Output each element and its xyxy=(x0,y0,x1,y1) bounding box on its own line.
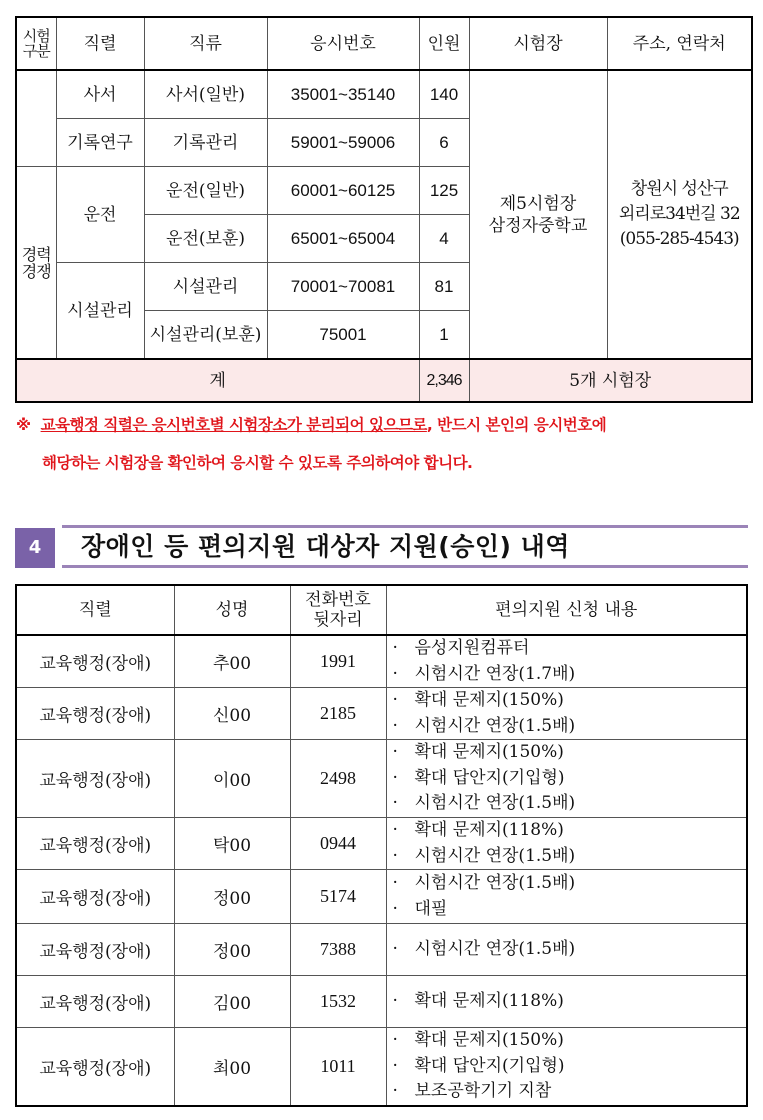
request-cell xyxy=(386,870,747,924)
table-row xyxy=(16,1028,747,1106)
type-cell: 시설관리 xyxy=(144,263,267,311)
request-cell xyxy=(386,818,747,870)
series-cell: 운전 xyxy=(56,167,144,263)
phone-cell: 1991 xyxy=(290,635,386,688)
exam-venue-table xyxy=(15,16,753,403)
series-cell: 교육행정(장애) xyxy=(16,688,174,740)
count-cell: 125 xyxy=(419,167,469,215)
header-exam-no: 응시번호 xyxy=(267,17,419,70)
request-item-text: 대필 xyxy=(414,898,448,919)
address-line3: (055-285-4543) xyxy=(619,229,739,249)
header-venue: 시험장 xyxy=(469,17,607,70)
exam-no-cell: 65001~65004 xyxy=(267,215,419,263)
header-name: 성명 xyxy=(174,585,290,635)
request-item-text: 시험시간 연장(1.5배) xyxy=(414,793,576,814)
bullet-icon: · xyxy=(392,820,398,840)
phone-cell: 5174 xyxy=(290,870,386,924)
venue-line2: 삼정자중학교 xyxy=(488,215,588,236)
name-cell: 정00 xyxy=(174,870,290,924)
series-cell: 기록연구 xyxy=(56,119,144,167)
total-row xyxy=(16,359,752,402)
notice-underlined-text: 교육행정 직렬은 응시번호별 시험장소가 분리되어 있으므로 xyxy=(40,416,427,434)
total-count: 2,346 xyxy=(419,359,469,402)
name-cell: 탁00 xyxy=(174,818,290,870)
phone-cell: 2498 xyxy=(290,740,386,818)
total-venues: 5개 시험장 xyxy=(469,359,752,402)
request-item-text: 확대 문제지(150%) xyxy=(414,742,564,763)
request-item xyxy=(393,937,747,963)
request-item-text: 시험시간 연장(1.5배) xyxy=(414,873,576,893)
category-cell-top xyxy=(16,70,56,119)
request-item xyxy=(393,1079,747,1105)
series-cell: 교육행정(장애) xyxy=(16,1028,174,1106)
bullet-icon: · xyxy=(392,1081,398,1101)
request-item-text: 시험시간 연장(1.7배) xyxy=(414,663,576,684)
count-cell: 81 xyxy=(419,263,469,311)
total-label: 계 xyxy=(16,359,419,402)
notice-mark: ※ xyxy=(16,416,31,434)
bullet-icon: · xyxy=(392,663,398,684)
series-cell: 시설관리 xyxy=(56,263,144,360)
header-phone xyxy=(290,585,386,635)
table-row xyxy=(16,924,747,976)
section-number-badge: 4 xyxy=(15,528,55,568)
bullet-icon: · xyxy=(392,715,398,736)
request-item-text: 확대 문제지(118%) xyxy=(414,990,564,1011)
request-item-text: 음성지원컴퓨터 xyxy=(414,638,530,658)
request-cell xyxy=(386,688,747,740)
notice-line1 xyxy=(16,413,756,435)
phone-cell: 2185 xyxy=(290,688,386,740)
header-request: 편의지원 신청 내용 xyxy=(386,585,747,635)
notice-line2: 해당하는 시험장을 확인하여 응시할 수 있도록 주의하여야 합니다. xyxy=(42,454,473,472)
request-item xyxy=(393,714,747,740)
request-item xyxy=(393,897,747,923)
category-cell-mid xyxy=(16,119,56,167)
series-cell: 교육행정(장애) xyxy=(16,635,174,688)
request-item-text: 시험시간 연장(1.5배) xyxy=(414,715,576,736)
table-row xyxy=(16,976,747,1028)
series-cell: 교육행정(장애) xyxy=(16,976,174,1028)
request-item-text: 확대 문제지(150%) xyxy=(414,1030,564,1050)
request-item xyxy=(393,989,747,1015)
type-cell: 운전(보훈) xyxy=(144,215,267,263)
phone-cell: 7388 xyxy=(290,924,386,976)
bullet-icon: · xyxy=(392,638,398,658)
series-cell: 교육행정(장애) xyxy=(16,740,174,818)
phone-cell: 0944 xyxy=(290,818,386,870)
request-item xyxy=(393,818,747,844)
header-phone-line2: 뒷자리 xyxy=(313,610,363,630)
request-item xyxy=(393,871,747,897)
venue-cell xyxy=(469,70,607,359)
count-cell: 4 xyxy=(419,215,469,263)
request-cell xyxy=(386,924,747,976)
request-item-text: 시험시간 연장(1.5배) xyxy=(414,845,576,866)
name-cell: 신00 xyxy=(174,688,290,740)
table-row xyxy=(16,870,747,924)
type-cell: 기록관리 xyxy=(144,119,267,167)
bullet-icon: · xyxy=(392,938,398,959)
table-header-row xyxy=(16,17,752,70)
address-line1: 창원시 성산구 xyxy=(630,179,728,199)
address-line2: 외리로34번길 32 xyxy=(618,204,740,224)
name-cell: 최00 xyxy=(174,1028,290,1106)
header-address: 주소, 연락처 xyxy=(607,17,752,70)
series-cell: 사서 xyxy=(56,70,144,119)
request-cell xyxy=(386,740,747,818)
header-count: 인원 xyxy=(419,17,469,70)
bullet-icon: · xyxy=(392,793,398,814)
exam-no-cell: 70001~70081 xyxy=(267,263,419,311)
header-phone-line1: 전화번호 xyxy=(305,590,371,610)
request-item xyxy=(393,688,747,714)
type-cell: 운전(일반) xyxy=(144,167,267,215)
name-cell: 김00 xyxy=(174,976,290,1028)
request-cell xyxy=(386,976,747,1028)
support-table xyxy=(15,584,748,1107)
table-header-row xyxy=(16,585,747,635)
table-row xyxy=(16,635,747,688)
request-item xyxy=(393,662,747,688)
table-row xyxy=(16,688,747,740)
request-cell xyxy=(386,1028,747,1106)
bullet-icon: · xyxy=(392,690,398,710)
name-cell: 정00 xyxy=(174,924,290,976)
name-cell: 이00 xyxy=(174,740,290,818)
count-cell: 140 xyxy=(419,70,469,119)
name-cell: 추00 xyxy=(174,635,290,688)
bullet-icon: · xyxy=(392,845,398,866)
category-career-cell: 경력경쟁 xyxy=(16,167,56,360)
table-row xyxy=(16,70,752,119)
phone-cell: 1011 xyxy=(290,1028,386,1106)
type-cell: 사서(일반) xyxy=(144,70,267,119)
header-series: 직렬 xyxy=(16,585,174,635)
address-cell xyxy=(607,70,752,359)
bullet-icon: · xyxy=(392,1055,398,1076)
phone-cell: 1532 xyxy=(290,976,386,1028)
section-title: 장애인 등 편의지원 대상자 지원(승인) 내역 xyxy=(81,532,570,561)
series-cell: 교육행정(장애) xyxy=(16,818,174,870)
request-item xyxy=(393,740,747,766)
notice-line1-rest: , 반드시 본인의 응시번호에 xyxy=(426,416,607,434)
bullet-icon: · xyxy=(392,898,398,919)
request-item xyxy=(393,636,747,662)
exam-no-cell: 35001~35140 xyxy=(267,70,419,119)
table-row xyxy=(16,818,747,870)
request-item xyxy=(393,1054,747,1080)
type-cell: 시설관리(보훈) xyxy=(144,311,267,360)
request-item-text: 확대 답안지(기입형) xyxy=(414,1055,565,1076)
request-item-text: 확대 답안지(기입형) xyxy=(414,767,565,788)
count-cell: 1 xyxy=(419,311,469,360)
request-item xyxy=(393,791,747,817)
table-row xyxy=(16,740,747,818)
bullet-icon: · xyxy=(392,742,398,763)
bullet-icon: · xyxy=(392,873,398,893)
series-cell: 교육행정(장애) xyxy=(16,870,174,924)
request-item-text: 확대 문제지(150%) xyxy=(414,690,564,710)
request-item xyxy=(393,766,747,792)
section-top-rule xyxy=(62,525,748,528)
header-series: 직렬 xyxy=(56,17,144,70)
count-cell: 6 xyxy=(419,119,469,167)
exam-no-cell: 60001~60125 xyxy=(267,167,419,215)
exam-no-cell: 59001~59006 xyxy=(267,119,419,167)
bullet-icon: · xyxy=(392,990,398,1011)
request-item-text: 시험시간 연장(1.5배) xyxy=(414,938,576,959)
header-type: 직류 xyxy=(144,17,267,70)
venue-line1: 제5시험장 xyxy=(499,193,577,214)
series-cell: 교육행정(장애) xyxy=(16,924,174,976)
request-item xyxy=(393,1028,747,1054)
request-item-text: 확대 문제지(118%) xyxy=(414,820,564,840)
bullet-icon: · xyxy=(392,767,398,788)
bullet-icon: · xyxy=(392,1030,398,1050)
request-cell xyxy=(386,635,747,688)
exam-no-cell: 75001 xyxy=(267,311,419,360)
section-bottom-rule xyxy=(62,565,748,568)
request-item-text: 보조공학기기 지참 xyxy=(414,1081,552,1101)
header-category: 시험구분 xyxy=(16,17,56,70)
request-item xyxy=(393,844,747,870)
